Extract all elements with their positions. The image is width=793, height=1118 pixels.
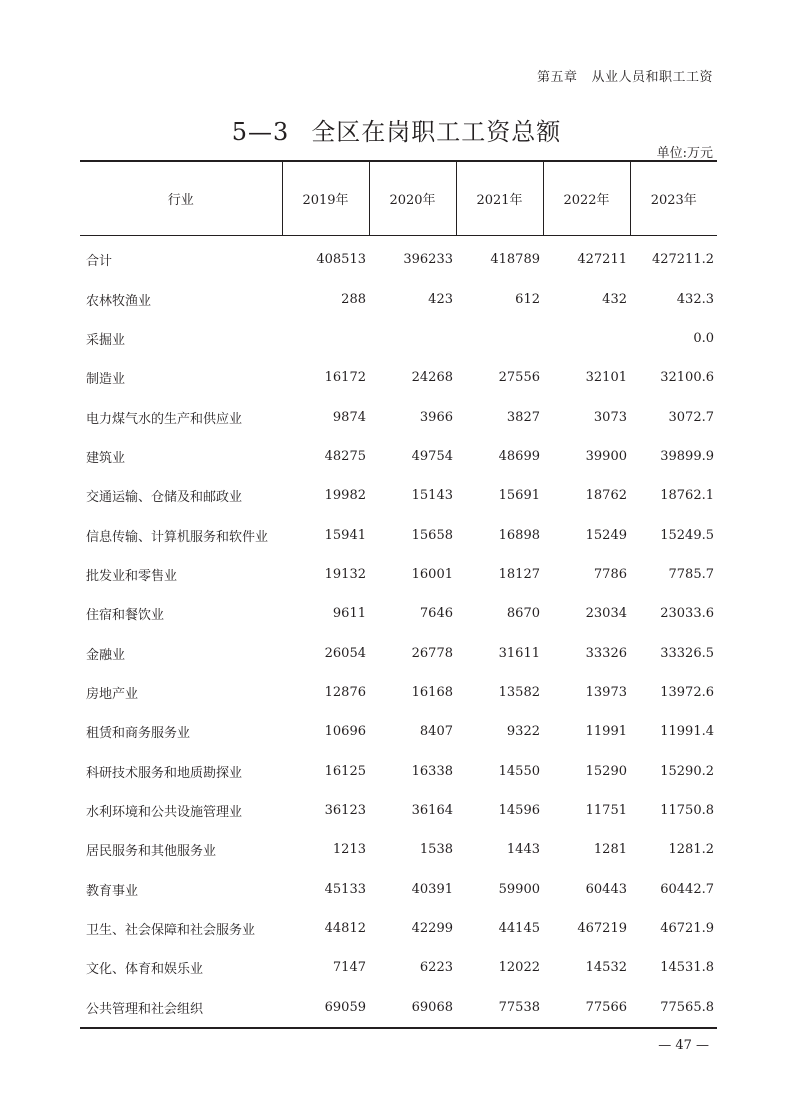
table-row [80, 476, 717, 515]
value-cell-2022: 467219 [577, 921, 627, 937]
column-header-2021: 2021年 [456, 161, 543, 236]
value-cell-2019: 16172 [324, 370, 366, 386]
industry-name: 水利环境和公共设施管理业 [86, 804, 243, 820]
value-cell-2021: 18127 [498, 566, 540, 582]
chapter-title: 从业人员和职工工资 [591, 70, 713, 85]
table-header [80, 161, 717, 236]
value-cell-2023: 46721.9 [660, 921, 714, 937]
page-number: — 47 — [658, 1038, 709, 1053]
value-cell-2019: 288 [341, 291, 366, 307]
industry-name: 批发业和零售业 [86, 568, 178, 584]
value-cell-2021: 15691 [498, 488, 540, 504]
value-cell-2022: 11991 [585, 724, 627, 740]
value-cell-2022: 3073 [593, 409, 627, 425]
value-cell-2019: 69059 [282, 988, 369, 1028]
value-cell-2022: 32101 [585, 370, 627, 386]
value-cell-2019: 36123 [324, 802, 366, 818]
value-cell-2021: 27556 [498, 370, 540, 386]
value-cell-2020: 49754 [411, 448, 453, 464]
value-cell-2019: 10696 [324, 724, 366, 740]
value-cell-2021: 48699 [498, 448, 540, 464]
column-header-2022: 2022年 [543, 161, 630, 236]
table-row [80, 673, 717, 712]
wage-table-container [80, 160, 717, 1029]
value-cell-2019: 19132 [324, 566, 366, 582]
value-cell-2022: 427211 [577, 252, 627, 268]
value-cell-2022 [543, 319, 630, 358]
table-row [80, 712, 717, 751]
column-header-2020: 2020年 [369, 161, 456, 236]
value-cell-2019: 48275 [324, 448, 366, 464]
value-cell-2021: 3827 [506, 409, 540, 425]
value-cell-2023: 23033.6 [660, 606, 714, 622]
value-cell-2023: 7785.7 [668, 566, 714, 582]
table-row [80, 870, 717, 909]
value-cell-2022: 18762 [585, 488, 627, 504]
value-cell-2021: 418789 [490, 252, 540, 268]
value-cell-2022: 1281 [593, 842, 627, 858]
industry-name: 交通运输、仓储及和邮政业 [86, 490, 243, 506]
value-cell-2022: 15290 [585, 763, 627, 779]
table-body [80, 236, 717, 1028]
industry-name: 教育事业 [86, 883, 139, 899]
value-cell-2020: 15143 [411, 488, 453, 504]
value-cell-2020: 396233 [403, 252, 453, 268]
table-row [80, 830, 717, 869]
industry-name: 文化、体育和娱乐业 [86, 962, 204, 978]
value-cell-2023: 14531.8 [660, 960, 714, 976]
value-cell-2020: 15658 [411, 527, 453, 543]
value-cell-2020: 8407 [419, 724, 453, 740]
value-cell-2020: 24268 [411, 370, 453, 386]
value-cell-2021: 16898 [498, 527, 540, 543]
value-cell-2020 [369, 319, 456, 358]
value-cell-2021: 612 [515, 291, 540, 307]
table-row [80, 319, 717, 358]
value-cell-2019: 44812 [324, 921, 366, 937]
value-cell-2021: 9322 [506, 724, 540, 740]
value-cell-2023: 3072.7 [668, 409, 714, 425]
table-row [80, 948, 717, 987]
value-cell-2021: 13582 [498, 684, 540, 700]
value-cell-2020: 26778 [411, 645, 453, 661]
value-cell-2023: 0.0 [693, 330, 714, 346]
value-cell-2023: 432.3 [676, 291, 714, 307]
industry-name: 住宿和餐饮业 [86, 608, 165, 624]
chapter-label: 第五章 [536, 70, 578, 85]
value-cell-2023: 427211.2 [651, 252, 714, 268]
table-title: 全区在岗职工工资总额 [311, 118, 562, 146]
table-row [80, 751, 717, 790]
value-cell-2020: 40391 [411, 881, 453, 897]
value-cell-2021: 44145 [498, 921, 540, 937]
value-cell-2019: 45133 [324, 881, 366, 897]
table-row [80, 358, 717, 397]
value-cell-2022: 23034 [585, 606, 627, 622]
value-cell-2023: 15290.2 [660, 763, 714, 779]
industry-name: 建筑业 [86, 450, 126, 466]
table-row [80, 279, 717, 318]
table-row [80, 633, 717, 672]
industry-name: 科研技术服务和地质勘探业 [86, 765, 243, 781]
value-cell-2020: 1538 [419, 842, 453, 858]
industry-name: 采掘业 [86, 332, 126, 348]
value-cell-2023: 18762.1 [660, 488, 714, 504]
industry-name: 租赁和商务服务业 [86, 726, 191, 742]
column-header-2019: 2019年 [282, 161, 369, 236]
value-cell-2020: 423 [428, 291, 453, 307]
value-cell-2022: 7786 [593, 566, 627, 582]
industry-name: 信息传输、计算机服务和软件业 [86, 529, 269, 545]
value-cell-2021: 14550 [498, 763, 540, 779]
value-cell-2022: 33326 [585, 645, 627, 661]
value-cell-2020: 3966 [419, 409, 453, 425]
column-header-industry: 行业 [80, 161, 282, 236]
industry-name: 合计 [86, 254, 113, 270]
value-cell-2021 [456, 319, 543, 358]
value-cell-2023: 39899.9 [660, 448, 714, 464]
table-row [80, 988, 717, 1028]
value-cell-2020: 36164 [411, 802, 453, 818]
value-cell-2021: 59900 [498, 881, 540, 897]
value-cell-2020: 16168 [411, 684, 453, 700]
value-cell-2022: 39900 [585, 448, 627, 464]
value-cell-2020: 69068 [369, 988, 456, 1028]
value-cell-2023: 11750.8 [660, 802, 714, 818]
value-cell-2021: 12022 [498, 960, 540, 976]
value-cell-2023: 77565.8 [630, 988, 717, 1028]
value-cell-2019: 12876 [324, 684, 366, 700]
industry-name: 金融业 [86, 647, 126, 663]
industry-name: 卫生、社会保障和社会服务业 [86, 923, 256, 939]
value-cell-2022: 13973 [585, 684, 627, 700]
value-cell-2023: 15249.5 [660, 527, 714, 543]
industry-name: 农林牧渔业 [86, 293, 152, 309]
table-row [80, 791, 717, 830]
value-cell-2022: 11751 [585, 802, 627, 818]
value-cell-2022: 60443 [585, 881, 627, 897]
table-number: 5—3 [231, 118, 290, 146]
table-row [80, 515, 717, 554]
value-cell-2019: 15941 [324, 527, 366, 543]
value-cell-2019: 1213 [332, 842, 366, 858]
value-cell-2019: 9611 [332, 606, 366, 622]
value-cell-2021: 31611 [498, 645, 540, 661]
industry-name: 居民服务和其他服务业 [86, 844, 217, 860]
value-cell-2023: 33326.5 [660, 645, 714, 661]
value-cell-2019: 16125 [324, 763, 366, 779]
value-cell-2019: 7147 [332, 960, 366, 976]
value-cell-2023: 13972.6 [660, 684, 714, 700]
value-cell-2019: 26054 [324, 645, 366, 661]
industry-name: 公共管理和社会组织 [80, 988, 282, 1028]
table-row [80, 555, 717, 594]
value-cell-2022: 15249 [585, 527, 627, 543]
value-cell-2020: 7646 [419, 606, 453, 622]
unit-label: 单位:万元 [656, 146, 713, 161]
value-cell-2019: 9874 [332, 409, 366, 425]
value-cell-2021: 14596 [498, 802, 540, 818]
table-row [80, 437, 717, 476]
value-cell-2019: 19982 [324, 488, 366, 504]
value-cell-2021: 1443 [506, 842, 540, 858]
value-cell-2022: 14532 [585, 960, 627, 976]
value-cell-2023: 1281.2 [668, 842, 714, 858]
wage-table [80, 160, 717, 1029]
value-cell-2023: 32100.6 [660, 370, 714, 386]
value-cell-2020: 42299 [411, 921, 453, 937]
running-header [537, 66, 713, 85]
value-cell-2020: 16338 [411, 763, 453, 779]
industry-name: 制造业 [86, 372, 126, 388]
table-row [80, 909, 717, 948]
value-cell-2020: 6223 [419, 960, 453, 976]
value-cell-2022: 77566 [543, 988, 630, 1028]
industry-name: 房地产业 [86, 686, 139, 702]
value-cell-2021: 77538 [456, 988, 543, 1028]
value-cell-2023: 60442.7 [660, 881, 714, 897]
value-cell-2022: 432 [602, 291, 627, 307]
value-cell-2019 [282, 319, 369, 358]
industry-name: 电力煤气水的生产和供应业 [86, 411, 243, 427]
value-cell-2020: 16001 [411, 566, 453, 582]
table-row [80, 594, 717, 633]
value-cell-2021: 8670 [506, 606, 540, 622]
value-cell-2023: 11991.4 [660, 724, 714, 740]
value-cell-2019: 408513 [316, 252, 366, 268]
table-row [80, 236, 717, 280]
header-row [80, 161, 717, 236]
table-row [80, 397, 717, 436]
column-header-2023: 2023年 [630, 161, 717, 236]
